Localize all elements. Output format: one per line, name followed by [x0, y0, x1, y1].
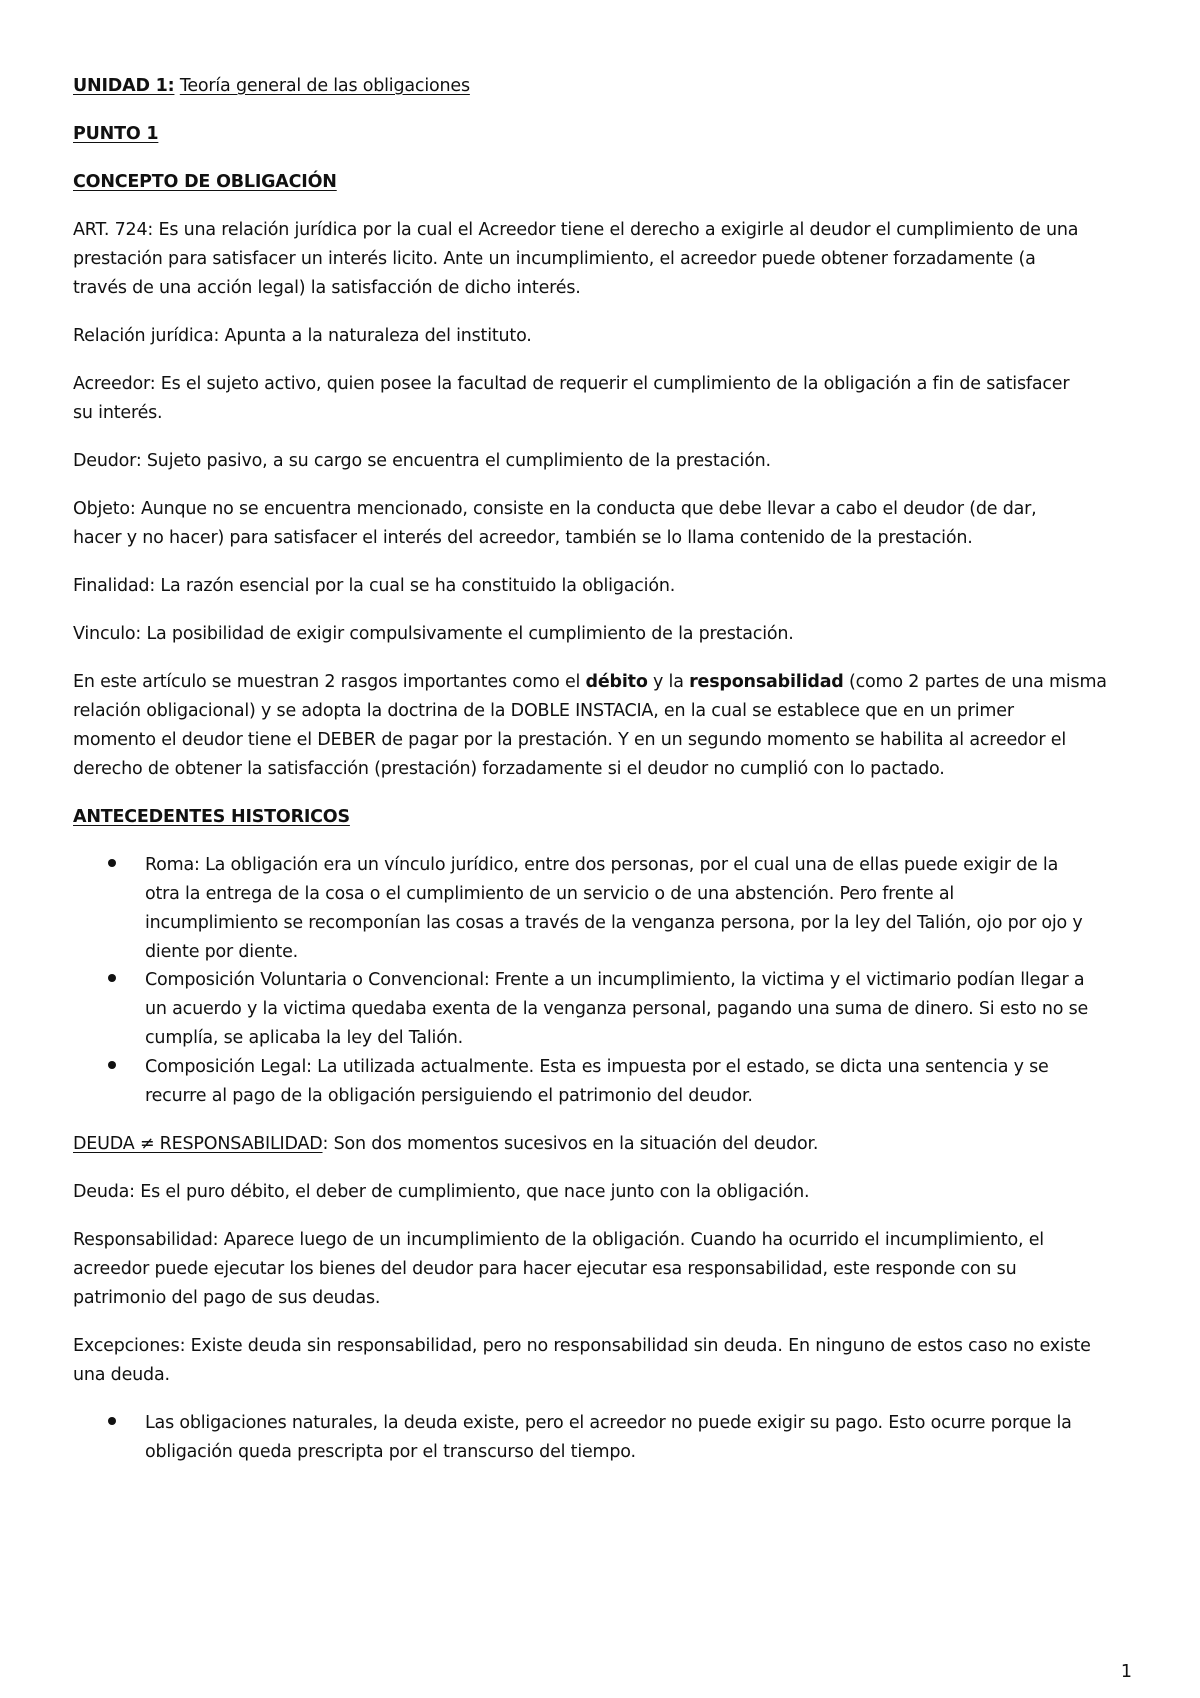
roma-line-3: incumplimiento se recomponían las cosas a través de la venganza persona, por la ley del Talión, ojo por ojo y [145, 913, 1083, 933]
page-number: 1 [1120, 1662, 1132, 1682]
deudor-definition: Deudor: Sujeto pasivo, a su cargo se encuentra el cumplimiento de la prestación. [73, 451, 771, 471]
roma-line-2: otra la entrega de la cosa o el cumplimiento de un servicio o de una abstención. Pero frente al [145, 884, 955, 904]
art724-line-3: través de una acción legal) la satisfacción de dicho interés. [73, 278, 581, 298]
acreedor-definition-1: Acreedor: Es el sujeto activo, quien posee la facultad de requerir el cumplimiento de la obligación a fin de satisfacer [73, 374, 1070, 394]
responsabilidad-line-1: Responsabilidad: Aparece luego de un incumplimiento de la obligación. Cuando ha ocurrido el incumplimiento, el [73, 1230, 1044, 1250]
deuda-heading-line [73, 1132, 818, 1156]
legal-line-2: recurre al pago de la obligación persiguiendo el patrimonio del deudor. [145, 1086, 753, 1106]
rasgos-line-3: momento el deudor tiene el DEBER de pagar por la prestación. Y en un segundo momento se habilita al acreedor el [73, 730, 1067, 750]
punto-heading: PUNTO 1 [73, 124, 159, 144]
excepciones-line-2: una deuda. [73, 1365, 170, 1385]
rasgos-line-4: derecho de obtener la satisfacción (prestación) forzadamente si el deudor no cumplió con lo pactado. [73, 759, 945, 779]
rasgos-text-a: En este artículo se muestran 2 rasgos importantes como el [73, 672, 586, 692]
legal-line-1: Composición Legal: La utilizada actualmente. Esta es impuesta por el estado, se dicta una sentencia y se [145, 1057, 1049, 1077]
art724-line-1: ART. 724: Es una relación jurídica por la cual el Acreedor tiene el derecho a exigirle al deudor el cumplimiento de una [73, 220, 1079, 240]
objeto-definition-1: Objeto: Aunque no se encuentra mencionado, consiste en la conducta que debe llevar a cabo el deudor (de dar, [73, 499, 1037, 519]
unit-subject: Teoría general de las obligaciones [179, 76, 470, 96]
deuda-heading-rest: : Son dos momentos sucesivos en la situación del deudor. [322, 1134, 819, 1154]
voluntaria-line-1: Composición Voluntaria o Convencional: Frente a un incumplimiento, la victima y el victimario podían llegar a [145, 970, 1085, 990]
bullet-icon [108, 1417, 116, 1425]
deuda-heading: DEUDA ≠ RESPONSABILIDAD [73, 1134, 323, 1154]
unit-title [73, 74, 470, 98]
bullet-icon [108, 859, 116, 867]
rasgos-line-1 [73, 670, 1107, 694]
rasgos-line-2: relación obligacional) y se adopta la doctrina de la DOBLE INSTACIA, en la cual se establece que en un primer [73, 701, 1014, 721]
roma-line-4: diente por diente. [145, 942, 299, 962]
finalidad-definition: Finalidad: La razón esencial por la cual se ha constituido la obligación. [73, 576, 676, 596]
relacion-definition: Relación jurídica: Apunta a la naturaleza del instituto. [73, 326, 532, 346]
bullet-icon [108, 1061, 116, 1069]
deuda-definition: Deuda: Es el puro débito, el deber de cumplimiento, que nace junto con la obligación. [73, 1182, 810, 1202]
debito-term: débito [585, 672, 648, 692]
naturales-line-1: Las obligaciones naturales, la deuda existe, pero el acreedor no puede exigir su pago. Esto ocurre porque la [145, 1413, 1072, 1433]
art724-line-2: prestación para satisfacer un interés licito. Ante un incumplimiento, el acreedor puede obtener forzadamente (a [73, 249, 1036, 269]
responsabilidad-line-2: acreedor puede ejecutar los bienes del deudor para hacer ejecutar esa responsabilidad, este responde con su [73, 1259, 1017, 1279]
naturales-line-2: obligación queda prescripta por el transcurso del tiempo. [145, 1442, 636, 1462]
concepto-heading: CONCEPTO DE OBLIGACIÓN [73, 172, 337, 192]
objeto-definition-2: hacer y no hacer) para satisfacer el interés del acreedor, también se lo llama contenido de la prestación. [73, 528, 973, 548]
rasgos-text-c: y la [647, 672, 690, 692]
rasgos-text-e: (como 2 partes de una misma [843, 672, 1107, 692]
responsabilidad-line-3: patrimonio del pago de sus deudas. [73, 1288, 381, 1308]
unit-label: UNIDAD 1: [73, 76, 175, 96]
vinculo-definition: Vinculo: La posibilidad de exigir compulsivamente el cumplimiento de la prestación. [73, 624, 794, 644]
antecedentes-heading: ANTECEDENTES HISTORICOS [73, 807, 350, 827]
voluntaria-line-2: un acuerdo y la victima quedaba exenta de la venganza personal, pagando una suma de dinero. Si esto no se [145, 999, 1089, 1019]
responsabilidad-term: responsabilidad [689, 672, 844, 692]
acreedor-definition-2: su interés. [73, 403, 163, 423]
voluntaria-line-3: cumplía, se aplicaba la ley del Talión. [145, 1028, 463, 1048]
roma-line-1: Roma: La obligación era un vínculo jurídico, entre dos personas, por el cual una de ellas puede exigir de la [145, 855, 1059, 875]
excepciones-line-1: Excepciones: Existe deuda sin responsabilidad, pero no responsabilidad sin deuda. En ninguno de estos caso no existe [73, 1336, 1091, 1356]
bullet-icon [108, 974, 116, 982]
